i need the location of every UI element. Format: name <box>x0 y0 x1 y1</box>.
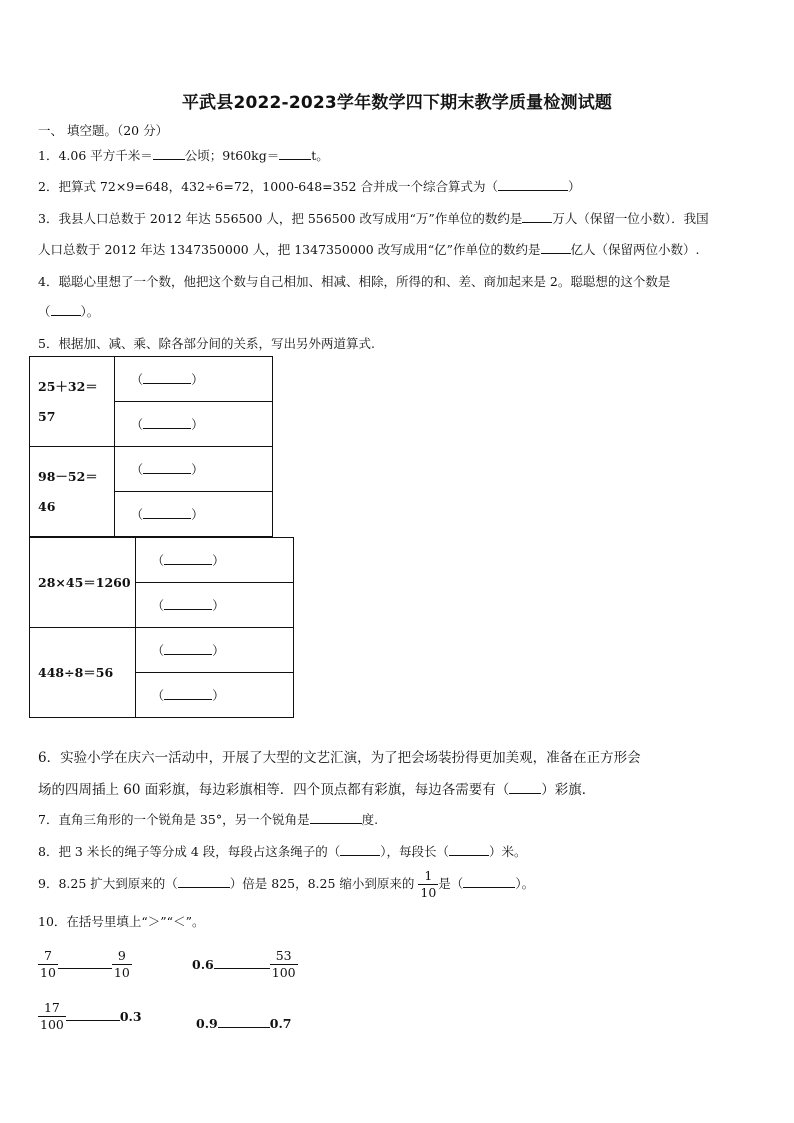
q1-text-a: 1．4.06 平方千米＝ <box>38 148 153 163</box>
answer-blank[interactable] <box>143 371 191 384</box>
q2-text-b: ） <box>567 179 581 194</box>
paren-close: ） <box>191 417 204 432</box>
answer-blank[interactable] <box>164 642 212 655</box>
q1-text-c: t。 <box>311 148 329 163</box>
q8-text-b: ），每段长（ <box>380 844 450 859</box>
q10-f3-denominator: 100 <box>271 965 296 980</box>
calc-label-1-line-2: 57 <box>38 408 56 424</box>
calc-label-3 <box>30 538 136 628</box>
calc-table-top <box>29 356 273 537</box>
paren-close: ） <box>191 372 204 387</box>
q10-decimal-4: 0.7 <box>269 1016 292 1031</box>
q9-fraction-numerator: 1 <box>418 868 438 885</box>
q8-text-c: ）米。 <box>489 844 527 859</box>
paren-open: （ <box>130 507 144 522</box>
paren-open: （ <box>151 553 165 568</box>
compare-blank-3[interactable] <box>66 1010 120 1021</box>
q1-text-b: 公顷；9t60kg＝ <box>184 148 280 163</box>
q8-text-a: 8．把 3 米长的绳子等分成 4 段，每段占这条绳子的（ <box>38 844 341 859</box>
question-3-line-2 <box>38 240 699 258</box>
paren-open: （ <box>130 417 144 432</box>
paren-close: ） <box>212 688 225 703</box>
calc-label-3-line-1: 28×45＝1260 <box>38 574 131 590</box>
paren-open: （ <box>151 643 165 658</box>
answer-cell[interactable] <box>114 357 272 402</box>
q7-text-b: 度. <box>361 812 379 827</box>
q9-text-d: ）。 <box>515 876 535 891</box>
q10-decimal-1: 0.6 <box>192 957 214 972</box>
q3-blank-2[interactable] <box>541 241 571 254</box>
question-10: 10．在括号里填上“＞”“＜”。 <box>38 914 205 929</box>
paren-open: （ <box>151 688 165 703</box>
q10-f1-numerator: 7 <box>38 948 58 965</box>
q10-fraction-4 <box>38 1000 66 1033</box>
paren-open: （ <box>130 372 144 387</box>
q9-fraction <box>418 868 438 901</box>
calc-label-4 <box>30 628 136 718</box>
paren-close: ） <box>212 643 225 658</box>
q7-blank[interactable] <box>310 811 362 824</box>
answer-cell[interactable] <box>135 628 293 673</box>
paren-close: ） <box>191 462 204 477</box>
question-3-line-1 <box>38 209 709 227</box>
q4-text-b: ）。 <box>80 304 100 319</box>
answer-blank[interactable] <box>164 597 212 610</box>
paren-open: （ <box>151 598 165 613</box>
question-7 <box>38 810 378 828</box>
q4-text-a: （ <box>38 304 51 319</box>
answer-blank[interactable] <box>143 461 191 474</box>
calc-label-1 <box>30 357 115 447</box>
answer-cell[interactable] <box>135 538 293 583</box>
q9-blank-2[interactable] <box>463 875 515 888</box>
question-2 <box>38 177 580 195</box>
compare-blank-2[interactable] <box>214 958 270 969</box>
q3-text-1a: 3．我县人口总数于 2012 年达 556500 人，把 556500 改写成用“万”作单位的数约是 <box>38 211 523 226</box>
q10-f1-denominator: 10 <box>40 965 56 980</box>
q9-text-c: 是（ <box>438 876 464 891</box>
q10-f2-denominator: 10 <box>113 965 130 980</box>
q10-fraction-1 <box>38 948 58 981</box>
answer-cell[interactable] <box>114 447 272 492</box>
question-6-line-2 <box>38 778 595 798</box>
calc-label-4-line-1: 448÷8＝56 <box>38 664 114 680</box>
q6-blank[interactable] <box>509 781 541 794</box>
compare-blank-1[interactable] <box>58 958 112 969</box>
q6-text-b: ）彩旗． <box>541 782 596 798</box>
answer-blank[interactable] <box>164 687 212 700</box>
question-4-line-1: 4．聪聪心里想了一个数，他把这个数与自己相加、相减、相除，所得的和、差、商加起来是 2。聪聪想的这个数是 <box>38 274 671 289</box>
paren-close: ） <box>212 553 225 568</box>
question-9 <box>38 868 534 901</box>
q2-blank[interactable] <box>498 178 568 191</box>
q10-f2-numerator: 9 <box>112 948 132 965</box>
q3-blank-1[interactable] <box>522 210 552 223</box>
q7-text-a: 7．直角三角形的一个锐角是 35°，另一个锐角是 <box>38 812 310 827</box>
calc-label-2 <box>30 447 115 537</box>
q9-text-b: ）倍是 825，8.25 缩小到原来的 <box>229 876 415 891</box>
q9-blank-1[interactable] <box>178 875 230 888</box>
compare-item-2 <box>192 948 298 981</box>
q3-text-2a: 人口总数于 2012 年达 1347350000 人，把 1347350000 改写成用“亿”作单位的数约是 <box>38 242 541 257</box>
q9-text-a: 9．8.25 扩大到原来的（ <box>38 876 178 891</box>
q10-fraction-2 <box>112 948 132 981</box>
question-5: 5．根据加、减、乘、除各部分间的关系，写出另外两道算式. <box>38 336 375 351</box>
calc-label-1-line-1: 25＋32＝ <box>38 378 98 394</box>
calc-table-bottom <box>29 537 294 718</box>
calc-label-2-line-2: 46 <box>38 498 56 514</box>
page-title: 平武县2022-2023学年数学四下期末教学质量检测试题 <box>181 93 613 113</box>
q3-text-1b: 万人（保留一位小数）．我国 <box>552 211 709 226</box>
compare-item-1 <box>38 948 132 981</box>
compare-blank-4[interactable] <box>218 1017 270 1028</box>
question-1 <box>38 146 329 164</box>
q10-decimal-2: 0.3 <box>119 1009 142 1024</box>
compare-item-3 <box>38 1000 142 1033</box>
answer-cell[interactable] <box>135 673 293 718</box>
paren-close: ） <box>212 598 225 613</box>
section-heading: 一、 填空题。（20 分） <box>38 123 169 138</box>
answer-cell[interactable] <box>114 492 272 537</box>
q1-blank-1[interactable] <box>153 147 185 160</box>
q8-blank-1[interactable] <box>340 843 380 856</box>
q10-f4-denominator: 100 <box>40 1017 64 1032</box>
answer-cell[interactable] <box>135 583 293 628</box>
question-6-line-1: 6．实验小学在庆六一活动中，开展了大型的文艺汇演，为了把会场装扮得更加美观，准备在正方形会 <box>38 750 641 766</box>
answer-cell[interactable] <box>114 402 272 447</box>
answer-blank[interactable] <box>143 416 191 429</box>
q10-decimal-3: 0.9 <box>196 1016 218 1031</box>
q8-blank-2[interactable] <box>449 843 489 856</box>
q9-fraction-denominator: 10 <box>420 885 437 900</box>
answer-blank[interactable] <box>143 506 191 519</box>
compare-item-4 <box>196 1013 292 1032</box>
q1-blank-2[interactable] <box>279 147 311 160</box>
q4-blank[interactable] <box>51 303 81 316</box>
paren-open: （ <box>130 462 144 477</box>
question-4-line-2 <box>38 302 99 320</box>
q3-text-2b: 亿人（保留两位小数）. <box>570 242 700 257</box>
answer-blank[interactable] <box>164 552 212 565</box>
q6-text-a: 场的四周插上 60 面彩旗，每边彩旗相等．四个顶点都有彩旗，每边各需要有（ <box>38 782 510 798</box>
q10-f3-numerator: 53 <box>270 948 298 965</box>
q10-fraction-3 <box>270 948 298 981</box>
paren-close: ） <box>191 507 204 522</box>
calc-label-2-line-1: 98－52＝ <box>38 468 98 484</box>
q10-f4-numerator: 17 <box>38 1000 66 1017</box>
question-8 <box>38 842 527 860</box>
q2-text-a: 2．把算式 72×9=648，432÷6=72，1000-648=352 合并成一个综合算式为（ <box>38 179 498 194</box>
